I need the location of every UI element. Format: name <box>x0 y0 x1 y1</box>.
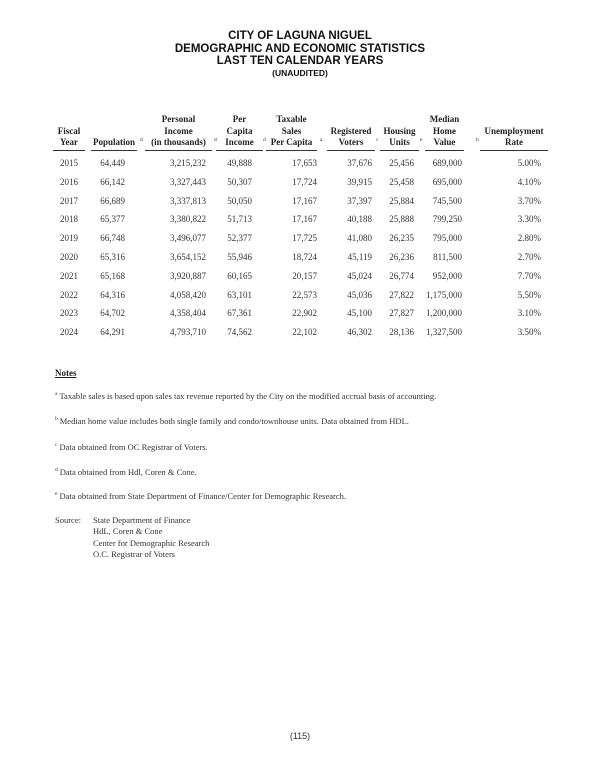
table-cell: 64,702 <box>100 308 125 319</box>
column-header-line: Voters <box>327 137 375 151</box>
table-cell: 66,142 <box>100 176 125 187</box>
table-cell: 39,915 <box>347 176 372 187</box>
table-cell: 60,165 <box>227 270 252 281</box>
table-cell: 64,316 <box>100 289 125 300</box>
report-title-block <box>0 30 600 79</box>
table-cell: 952,000 <box>432 270 462 281</box>
column-footnote-marker: d <box>140 137 143 143</box>
table-cell: 745,500 <box>432 195 462 206</box>
table-cell: 63,101 <box>227 289 252 300</box>
table-cell: 45,024 <box>347 270 372 281</box>
table-cell: 7.70% <box>517 270 541 281</box>
column-header <box>53 114 85 151</box>
table-cell: 1,200,000 <box>426 308 462 319</box>
table-row <box>0 327 600 339</box>
report-title-unaudited: (UNAUDITED) <box>272 67 328 78</box>
table-row <box>0 196 600 208</box>
table-cell: 3,496,077 <box>170 233 206 244</box>
table-cell: 64,449 <box>100 158 125 168</box>
table-cell: 46,302 <box>347 327 372 338</box>
table-cell: 1,327,500 <box>426 327 462 338</box>
fiscal-year-cell: 2017 <box>60 195 78 206</box>
column-header-line <box>53 114 85 126</box>
column-header <box>380 114 419 151</box>
table-cell: 811,500 <box>433 252 462 262</box>
source-label: Source: <box>55 515 81 525</box>
table-cell: 64,291 <box>100 327 125 338</box>
fiscal-year-cell: 2021 <box>60 270 78 281</box>
report-title-period: LAST TEN CALENDAR YEARS <box>216 55 384 67</box>
table-cell: 4,058,420 <box>170 289 206 300</box>
column-header-line: Value <box>425 137 464 151</box>
table-cell: 45,100 <box>347 308 372 319</box>
table-cell: 65,316 <box>100 252 125 262</box>
column-footnote-marker: d <box>263 137 266 143</box>
table-cell: 20,157 <box>292 270 317 281</box>
column-header-line <box>380 114 419 126</box>
column-header-line: Rate <box>480 137 548 151</box>
table-cell: 17,724 <box>292 176 317 187</box>
column-footnote-marker: e <box>420 137 423 143</box>
table-row <box>0 308 600 320</box>
table-cell: 5.00% <box>517 158 541 168</box>
fiscal-year-cell: 2015 <box>60 158 78 168</box>
column-header-line: Income <box>164 125 193 136</box>
column-header-line: Unemployment <box>484 125 544 136</box>
table-cell: 25,456 <box>389 158 414 168</box>
table-cell: 3.10% <box>517 308 541 319</box>
column-header-line: Year <box>53 137 85 151</box>
table-cell: 37,397 <box>347 195 372 206</box>
column-header <box>480 114 548 151</box>
table-cell: 25,884 <box>389 195 414 206</box>
column-header-line <box>327 114 375 126</box>
column-header <box>91 114 137 151</box>
table-cell: 45,119 <box>347 252 372 262</box>
table-cell: 41,080 <box>347 233 372 244</box>
column-header-line: Income <box>216 137 263 151</box>
table-cell: 1,175,000 <box>426 289 462 300</box>
column-header-line: Population <box>91 137 137 151</box>
column-header <box>145 114 212 151</box>
table-cell: 66,748 <box>100 233 125 244</box>
table-cell: 2.70% <box>517 252 541 262</box>
table-row <box>0 252 600 264</box>
footnote-text: Data obtained from Hdl, Coren & Cone. <box>59 467 197 477</box>
table-row <box>0 214 600 226</box>
table-cell: 51,713 <box>227 214 252 225</box>
report-title-city: CITY OF LAGUNA NIGUEL <box>228 30 372 42</box>
column-header <box>327 114 375 151</box>
column-header-line <box>91 114 137 126</box>
footnote-item <box>55 442 208 452</box>
table-cell: 67,361 <box>227 308 252 319</box>
table-cell: 65,377 <box>100 214 125 225</box>
table-cell: 3.70% <box>517 195 541 206</box>
column-header-line: Median <box>429 114 460 124</box>
footnote-item <box>55 391 436 401</box>
footnote-marker: a <box>55 391 58 397</box>
column-header <box>266 114 317 151</box>
footnote-marker: c <box>55 442 58 448</box>
table-cell: 17,725 <box>292 233 317 244</box>
table-cell: 795,000 <box>432 233 462 244</box>
source-list <box>93 515 209 560</box>
table-cell: 3,327,443 <box>170 176 206 187</box>
table-cell: 3,380,822 <box>170 214 206 225</box>
table-row <box>0 158 600 170</box>
table-cell: 3,920,887 <box>170 270 206 281</box>
table-cell: 4.10% <box>517 176 541 187</box>
table-cell: 37,676 <box>347 158 372 168</box>
column-header-line: Fiscal <box>57 125 81 136</box>
source-item: HdL, Coren & Cone <box>93 526 163 537</box>
table-cell: 49,888 <box>227 158 252 168</box>
column-header-line: Per <box>232 114 247 124</box>
table-cell: 22,573 <box>292 289 317 300</box>
fiscal-year-cell: 2018 <box>60 214 78 225</box>
table-cell: 26,235 <box>389 233 414 244</box>
table-cell: 28,136 <box>389 327 414 338</box>
column-header-line: Capita <box>226 125 253 136</box>
page-number: (115) <box>289 731 311 741</box>
column-footnote-marker: d <box>214 137 217 143</box>
fiscal-year-cell: 2020 <box>60 252 78 262</box>
table-row <box>0 177 600 189</box>
column-header-line: Personal <box>161 114 196 124</box>
footnote-text: Data obtained from OC Registrar of Voters. <box>59 442 208 452</box>
report-title-subject: DEMOGRAPHIC AND ECONOMIC STATISTICS <box>174 42 426 55</box>
column-header-line: Units <box>380 137 419 151</box>
table-cell: 3.50% <box>517 327 541 338</box>
table-cell: 689,000 <box>432 158 462 168</box>
fiscal-year-cell: 2024 <box>60 327 78 338</box>
footnote-text: Data obtained from State Department of Finance/Center for Demographic Research. <box>59 491 346 501</box>
column-header-line <box>91 126 137 138</box>
table-row <box>0 271 600 283</box>
table-cell: 74,562 <box>227 327 252 338</box>
table-cell: 3,215,232 <box>170 158 206 168</box>
table-cell: 45,036 <box>347 289 372 300</box>
footnote-marker: d <box>55 467 58 473</box>
table-row <box>0 233 600 245</box>
footnote-marker: e <box>55 491 58 497</box>
table-cell: 26,236 <box>389 252 414 262</box>
table-cell: 799,250 <box>432 214 462 225</box>
column-header <box>425 114 464 151</box>
table-cell: 3,654,152 <box>170 252 206 262</box>
column-header-line: Sales <box>281 125 302 136</box>
table-cell: 4,793,710 <box>170 327 206 338</box>
table-cell: 50,050 <box>227 195 252 206</box>
column-header-line <box>480 114 548 126</box>
table-cell: 5.50% <box>517 289 541 300</box>
notes-heading: Notes <box>55 368 77 378</box>
column-footnote-marker: b <box>476 137 479 143</box>
table-cell: 22,902 <box>292 308 317 319</box>
column-header-line: Housing <box>383 125 416 136</box>
column-header-line: Per Capita <box>266 137 317 151</box>
fiscal-year-cell: 2023 <box>60 308 78 319</box>
fiscal-year-cell: 2022 <box>60 289 78 300</box>
column-footnote-marker: a <box>320 137 323 143</box>
table-cell: 55,946 <box>227 252 252 262</box>
table-cell: 3,337,813 <box>170 195 206 206</box>
table-cell: 52,377 <box>227 233 252 244</box>
table-cell: 4,358,404 <box>170 308 206 319</box>
footnote-item <box>55 416 409 426</box>
table-cell: 27,827 <box>389 308 414 319</box>
column-header-line: (in thousands) <box>145 137 212 151</box>
table-row <box>0 290 600 302</box>
source-item: State Department of Finance <box>93 515 191 525</box>
table-cell: 66,689 <box>100 195 125 206</box>
table-cell: 40,188 <box>347 214 372 225</box>
table-cell: 18,724 <box>292 252 317 262</box>
footnote-text: Median home value includes both single family and condo/townhouse units. Data obtained from HDL. <box>59 416 409 426</box>
footnote-marker: b <box>55 416 58 422</box>
table-cell: 65,168 <box>100 270 125 281</box>
footnote-text: Taxable sales is based upon sales tax revenue reported by the City on the modified accrual basis of accounting. <box>59 391 437 401</box>
table-cell: 22,102 <box>292 327 317 338</box>
column-header-line: Home <box>433 125 456 136</box>
column-footnote-marker: c <box>376 137 379 143</box>
table-cell: 17,167 <box>292 195 317 206</box>
table-cell: 695,000 <box>432 176 462 187</box>
column-header-line: Registered <box>330 125 372 136</box>
table-cell: 17,653 <box>292 158 317 168</box>
table-cell: 3.30% <box>517 214 541 225</box>
table-cell: 17,167 <box>292 214 317 225</box>
source-item: O.C. Registrar of Voters <box>93 548 176 559</box>
column-header <box>216 114 263 151</box>
table-cell: 25,458 <box>389 176 414 187</box>
source-item: Center for Demographic Research <box>93 537 210 548</box>
fiscal-year-cell: 2016 <box>60 176 78 187</box>
table-cell: 2.80% <box>517 233 541 244</box>
footnote-item <box>55 491 346 501</box>
table-cell: 50,307 <box>227 176 252 187</box>
fiscal-year-cell: 2019 <box>60 233 78 244</box>
column-header-line: Taxable <box>276 114 307 124</box>
table-cell: 27,822 <box>389 289 414 300</box>
table-cell: 25,888 <box>389 214 414 225</box>
footnote-item <box>55 467 197 477</box>
table-cell: 26,774 <box>389 270 414 281</box>
